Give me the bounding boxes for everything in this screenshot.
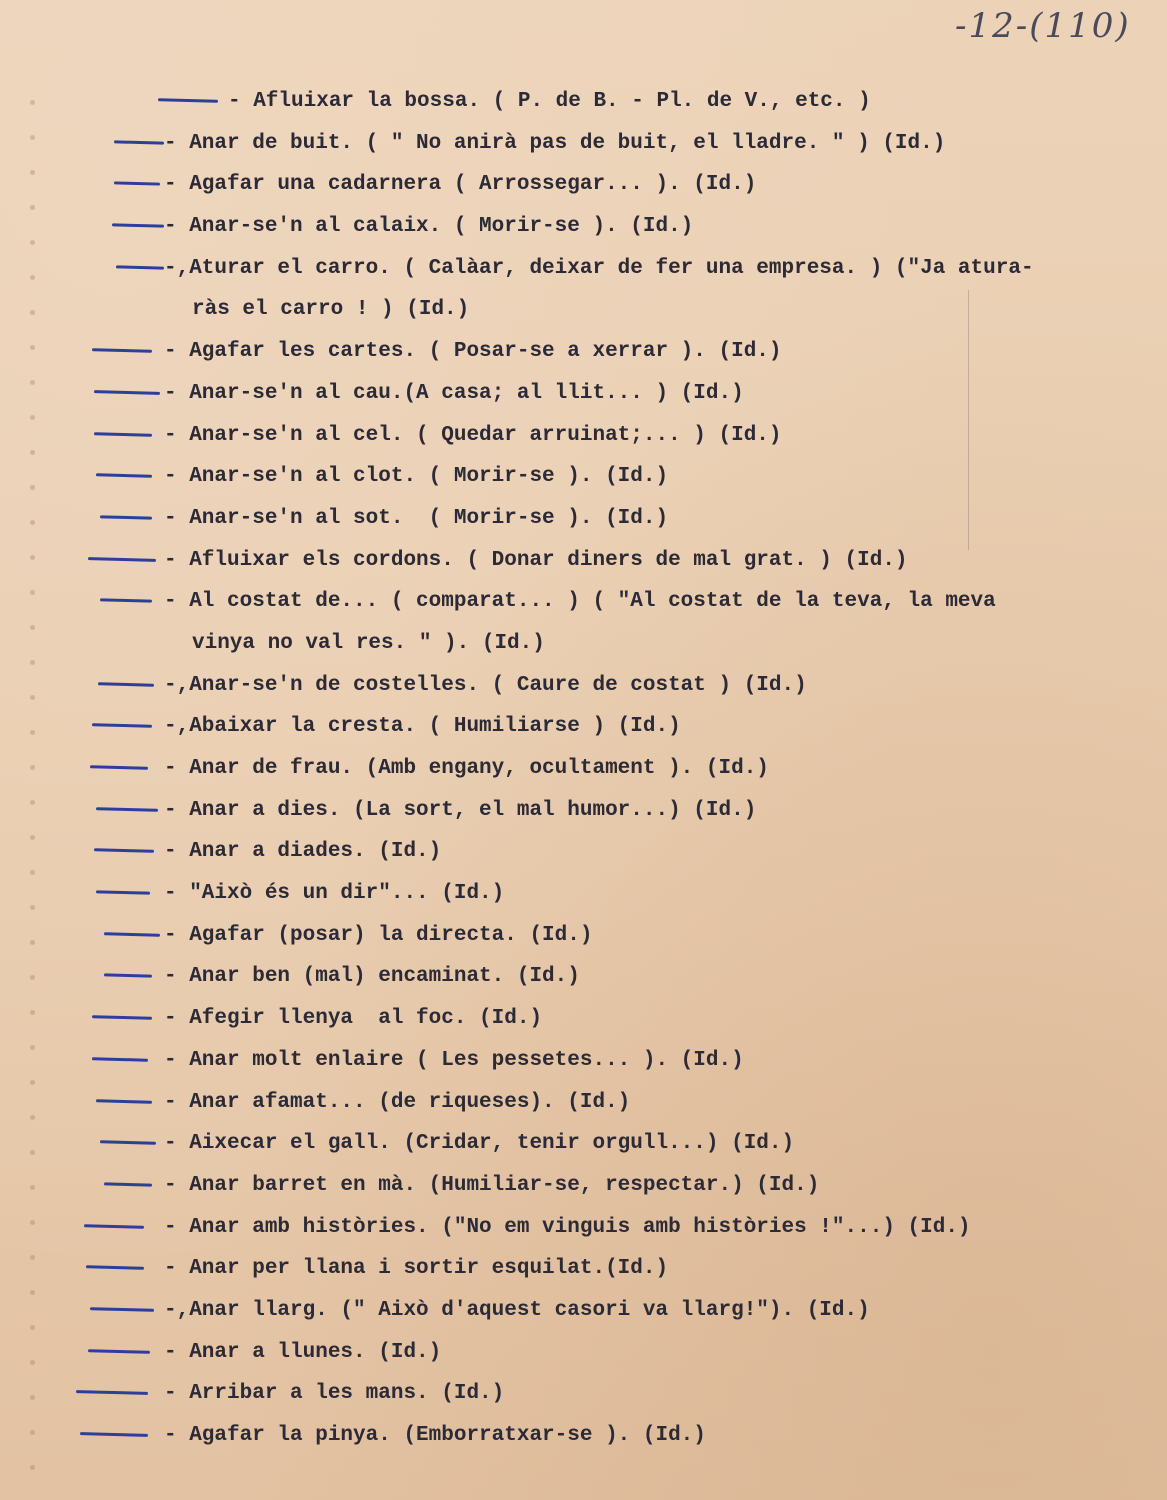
entry-text: - Anar per llana i sortir esquilat.(Id.) [164,1257,669,1281]
list-item [0,1415,1167,1457]
entry-text: - Anar molt enlaire ( Les pessetes... ). (Id.) [164,1048,744,1072]
list-item [0,665,1167,707]
pen-tick-mark [104,974,152,978]
list-item [0,331,1167,373]
entry-text: - Anar-se'n al sot. ( Morir-se ). (Id.) [164,506,669,530]
entry-text: - Anar a llunes. (Id.) [164,1340,442,1364]
entry-text: - Afluixar la bossa. ( P. de B. - Pl. de V., etc. ) [228,90,871,113]
entry-text: - Anar barret en mà. (Humiliar-se, respectar.) (Id.) [164,1173,820,1197]
pen-tick-mark [116,265,164,269]
entry-text: - Anar-se'n al clot. ( Morir-se ). (Id.) [164,465,669,489]
pen-tick-mark [114,140,164,144]
entry-text: - Anar ben (mal) encaminat. (Id.) [164,965,580,989]
pen-tick-mark [104,1182,152,1186]
entry-text: - Anar-se'n al cel. ( Quedar arruinat;... ) (Id.) [164,423,782,447]
entry-text: - Anar a diades. (Id.) [164,840,442,864]
pen-tick-mark [94,390,160,395]
idiom-list [0,81,1167,1457]
entry-text-continuation: vinya no val res. " ). (Id.) [192,631,545,655]
pen-tick-mark [100,515,152,519]
list-item [0,456,1167,498]
pen-tick-mark [100,599,152,603]
list-item [0,123,1167,165]
pen-tick-mark [104,932,160,936]
entry-text-continuation: ràs el carro ! ) (Id.) [192,298,470,322]
entry-text: - Anar a dies. (La sort, el mal humor...) (Id.) [164,798,757,822]
entry-text: - Agafar la pinya. (Emborratxar-se ). (Id.) [164,1424,706,1448]
pen-tick-mark [94,432,152,437]
page-number: -12-(110) [955,6,1131,46]
pen-tick-mark [92,348,152,353]
list-item [0,1248,1167,1290]
list-item [0,1332,1167,1374]
list-item [0,415,1167,457]
pen-tick-mark [92,724,152,729]
pen-tick-mark [76,1390,148,1395]
entry-text: -,Aturar el carro. ( Calàar, deixar de fer una empresa. ) ("Ja atura- [164,256,1034,280]
pen-tick-mark [158,98,218,103]
list-item [0,998,1167,1040]
pen-tick-mark [94,849,154,854]
pen-tick-mark [96,473,152,477]
list-item [0,498,1167,540]
list-item [0,790,1167,832]
list-item [0,873,1167,915]
list-item [0,1123,1167,1165]
list-item [0,1290,1167,1332]
pen-tick-mark [114,182,160,186]
list-item [0,1082,1167,1124]
pen-tick-mark [90,1307,154,1312]
list-item [0,1165,1167,1207]
entry-text: - Anar-se'n al cau.(A casa; al llit... ) (Id.) [164,381,744,405]
binding-hole [30,1465,35,1470]
pen-tick-mark [96,890,150,894]
pen-tick-mark [96,1099,152,1103]
list-item [0,748,1167,790]
entry-text: - Anar afamat... (de riqueses). (Id.) [164,1090,631,1114]
pen-tick-mark [96,807,158,812]
pen-tick-mark [84,1224,144,1229]
pen-tick-mark [92,1015,152,1020]
list-item [0,1207,1167,1249]
list-item [0,540,1167,582]
list-item [0,706,1167,748]
list-item [0,831,1167,873]
pen-tick-mark [112,223,164,227]
pen-tick-mark [90,765,148,770]
entry-text: - Al costat de... ( comparat... ) ( "Al costat de la teva, la meva [164,590,996,614]
entry-text: - Arribar a les mans. (Id.) [164,1382,505,1406]
pen-tick-mark [92,1057,148,1061]
entry-text: - Agafar (posar) la directa. (Id.) [164,923,593,947]
entry-text: - Anar de frau. (Amb engany, ocultament ). (Id.) [164,757,769,781]
entry-text: -,Anar-se'n de costelles. ( Caure de costat ) (Id.) [164,673,807,697]
list-item [0,206,1167,248]
entry-text: - Agafar les cartes. ( Posar-se a xerrar ). (Id.) [164,340,782,364]
entry-text: -,Anar llarg. (" Això d'aquest casori va llarg!"). (Id.) [164,1298,870,1322]
entry-text: - Anar amb històries. ("No em vinguis amb històries !"...) (Id.) [164,1215,971,1239]
entry-text: - Afegir llenya al foc. (Id.) [164,1007,543,1031]
pen-tick-mark [88,557,156,562]
pen-tick-mark [86,1266,144,1271]
list-item [0,1040,1167,1082]
pen-tick-mark [98,682,154,686]
pen-tick-mark [80,1432,148,1437]
entry-text: - Anar-se'n al calaix. ( Morir-se ). (Id.) [164,215,694,239]
list-item [0,164,1167,206]
entry-text: -,Abaixar la cresta. ( Humiliarse ) (Id.) [164,715,681,739]
list-item [0,581,1167,664]
list-item [0,81,1167,123]
pen-tick-mark [100,1140,156,1144]
pen-tick-mark [88,1349,150,1354]
list-item [0,956,1167,998]
list-item [0,915,1167,957]
entry-text: - Aixecar el gall. (Cridar, tenir orgull...) (Id.) [164,1132,795,1156]
entry-text: - "Això és un dir"... (Id.) [164,882,505,906]
list-item [0,248,1167,331]
entry-text: - Anar de buit. ( " No anirà pas de buit, el lladre. " ) (Id.) [164,131,946,155]
entry-text: - Afluixar els cordons. ( Donar diners de mal grat. ) (Id.) [164,548,908,572]
entry-text: - Agafar una cadarnera ( Arrossegar... ). (Id.) [164,173,757,197]
list-item [0,1373,1167,1415]
list-item [0,373,1167,415]
